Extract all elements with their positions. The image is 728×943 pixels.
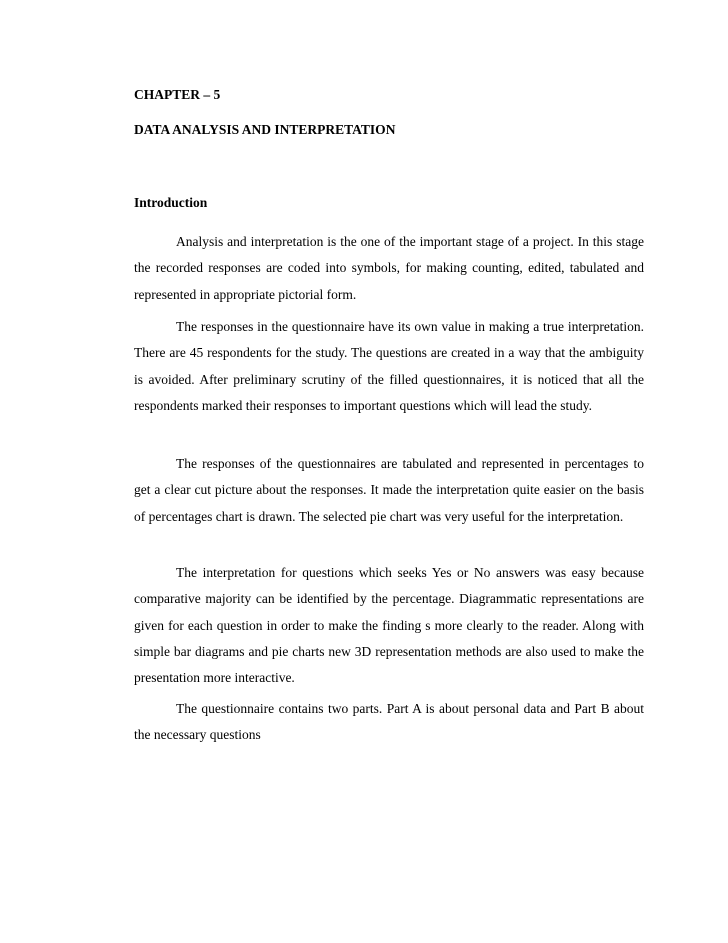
paragraph-2: The responses in the questionnaire have its own value in making a true interpretation. There are 45 respondents for the study. The questions are created in a way that the ambiguity is avoided. After preliminary scrutiny of the filled questionnaires, it is noticed that all the respondents marked their responses to important questions which will lead the study. [134, 319, 644, 413]
paragraph-1: Analysis and interpretation is the one of the important stage of a project. In this stage the recorded responses are coded into symbols, for making counting, edited, tabulated and represented in appropriate pictorial form. [134, 234, 644, 302]
section-heading: Introduction [134, 195, 208, 210]
chapter-title: DATA ANALYSIS AND INTERPRETATION [134, 122, 396, 137]
paragraph-4: The interpretation for questions which seeks Yes or No answers was easy because comparative majority can be identified by the percentage. Diagrammatic representations are given for each question in order to make the finding s more clearly to the reader. Along with simple bar diagrams and pie charts new 3D representation methods are also used to make the presentation more interactive. [134, 565, 644, 686]
paragraph-3: The responses of the questionnaires are tabulated and represented in percentages to get a clear cut picture about the responses. It made the interpretation quite easier on the basis of percentages chart is drawn. The selected pie chart was very useful for the interpretation. [134, 456, 644, 524]
paragraph-5: The questionnaire contains two parts. Part A is about personal data and Part B about the necessary questions [134, 701, 644, 743]
chapter-number: CHAPTER – 5 [134, 87, 221, 102]
